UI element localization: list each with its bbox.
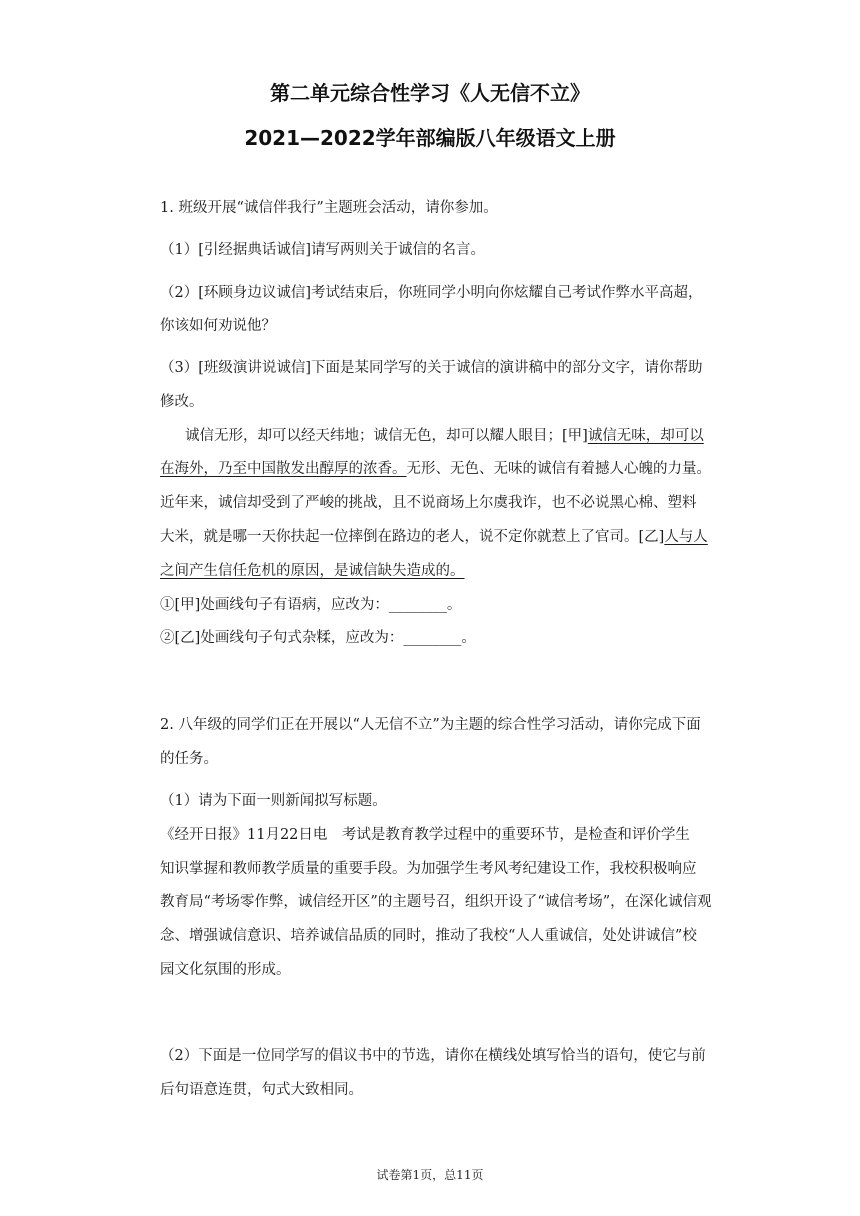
q1-sub2-line2: 你该如何劝说他？	[160, 318, 276, 334]
passage-line-5	[160, 561, 740, 581]
page-subtitle: 2021—2022学年部编版八年级语文上册	[244, 126, 616, 150]
passage-text: 大米，就是哪一天你扶起一位摔倒在路边的老人，说不定你就惹上了官司。[乙]	[160, 529, 665, 545]
q2-stem-line2: 的任务。	[160, 751, 218, 767]
q1-sub2-line1: （2）[环顾身边议诚信]考试结束后，你班同学小明向你炫耀自己考试作弊水平高超，	[160, 285, 703, 301]
underlined-sentence-yi: 人与人	[664, 529, 708, 545]
q1-stem: 1. 班级开展“诚信伴我行”主题班会活动，请你参加。	[160, 200, 498, 216]
news-line-2: 知识掌握和教师教学质量的重要手段。为加强学生考风考纪建设工作，我校积极响应	[160, 861, 697, 877]
passage-line-1	[160, 426, 740, 446]
q1-item-2: ②[乙]处画线句子句式杂糅，应改为：________。	[160, 630, 476, 646]
passage-text: 无形、无色、无味的诚信有着撼人心魄的力量。	[406, 461, 711, 477]
passage-text: 诚信无形，却可以经天纬地；诚信无色，却可以耀人眼目；[甲]	[185, 428, 588, 444]
underlined-sentence-jia: 诚信无味，却可以	[587, 428, 704, 444]
underlined-sentence-yi-cont: 之间产生信任危机的原因，是诚信缺失造成的。	[160, 563, 465, 579]
q1-sub1: （1）[引经据典话诚信]请写两则关于诚信的名言。	[160, 242, 486, 258]
passage-line-2	[160, 459, 740, 479]
q2-sub1: （1）请为下面一则新闻拟写标题。	[160, 793, 387, 809]
q1-sub3-line1: （3）[班级演讲说诚信]下面是某同学写的关于诚信的演讲稿中的部分文字，请你帮助	[160, 360, 703, 376]
q2-stem-line1: 2. 八年级的同学们正在开展以“人无信不立”为主题的综合性学习活动，请你完成下面	[160, 717, 701, 733]
q2-sub2-line2: 后句语意连贯，句式大致相同。	[160, 1082, 363, 1098]
passage-line-4	[160, 527, 740, 547]
news-line-4: 念、增强诚信意识、培养诚信品质的同时，推动了我校“人人重诚信，处处讲诚信”校	[160, 928, 697, 944]
page-footer: 试卷第1页，总11页	[376, 1168, 484, 1182]
underlined-sentence-jia-cont: 在海外，乃至中国散发出醇厚的浓香。	[160, 461, 407, 477]
q1-sub3-line2: 修改。	[160, 394, 204, 410]
page-title: 第二单元综合性学习《人无信不立》	[270, 81, 590, 105]
news-line-3: 教育局“考场零作弊，诚信经开区”的主题号召，组织开设了“诚信考场”，在深化诚信观	[160, 894, 712, 910]
news-line-1: 《经开日报》11月22日电 考试是教育教学过程中的重要环节，是检查和评价学生	[160, 827, 690, 843]
q1-item-1: ①[甲]处画线句子有语病，应改为：________。	[160, 597, 462, 613]
q2-sub2-line1: （2）下面是一位同学写的倡议书中的节选，请你在横线处填写恰当的语句，使它与前	[160, 1048, 706, 1064]
news-line-5: 园文化氛围的形成。	[160, 962, 291, 978]
passage-line-3: 近年来，诚信却受到了严峻的挑战，且不说商场上尔虞我诈，也不必说黑心棉、塑料	[160, 495, 697, 511]
